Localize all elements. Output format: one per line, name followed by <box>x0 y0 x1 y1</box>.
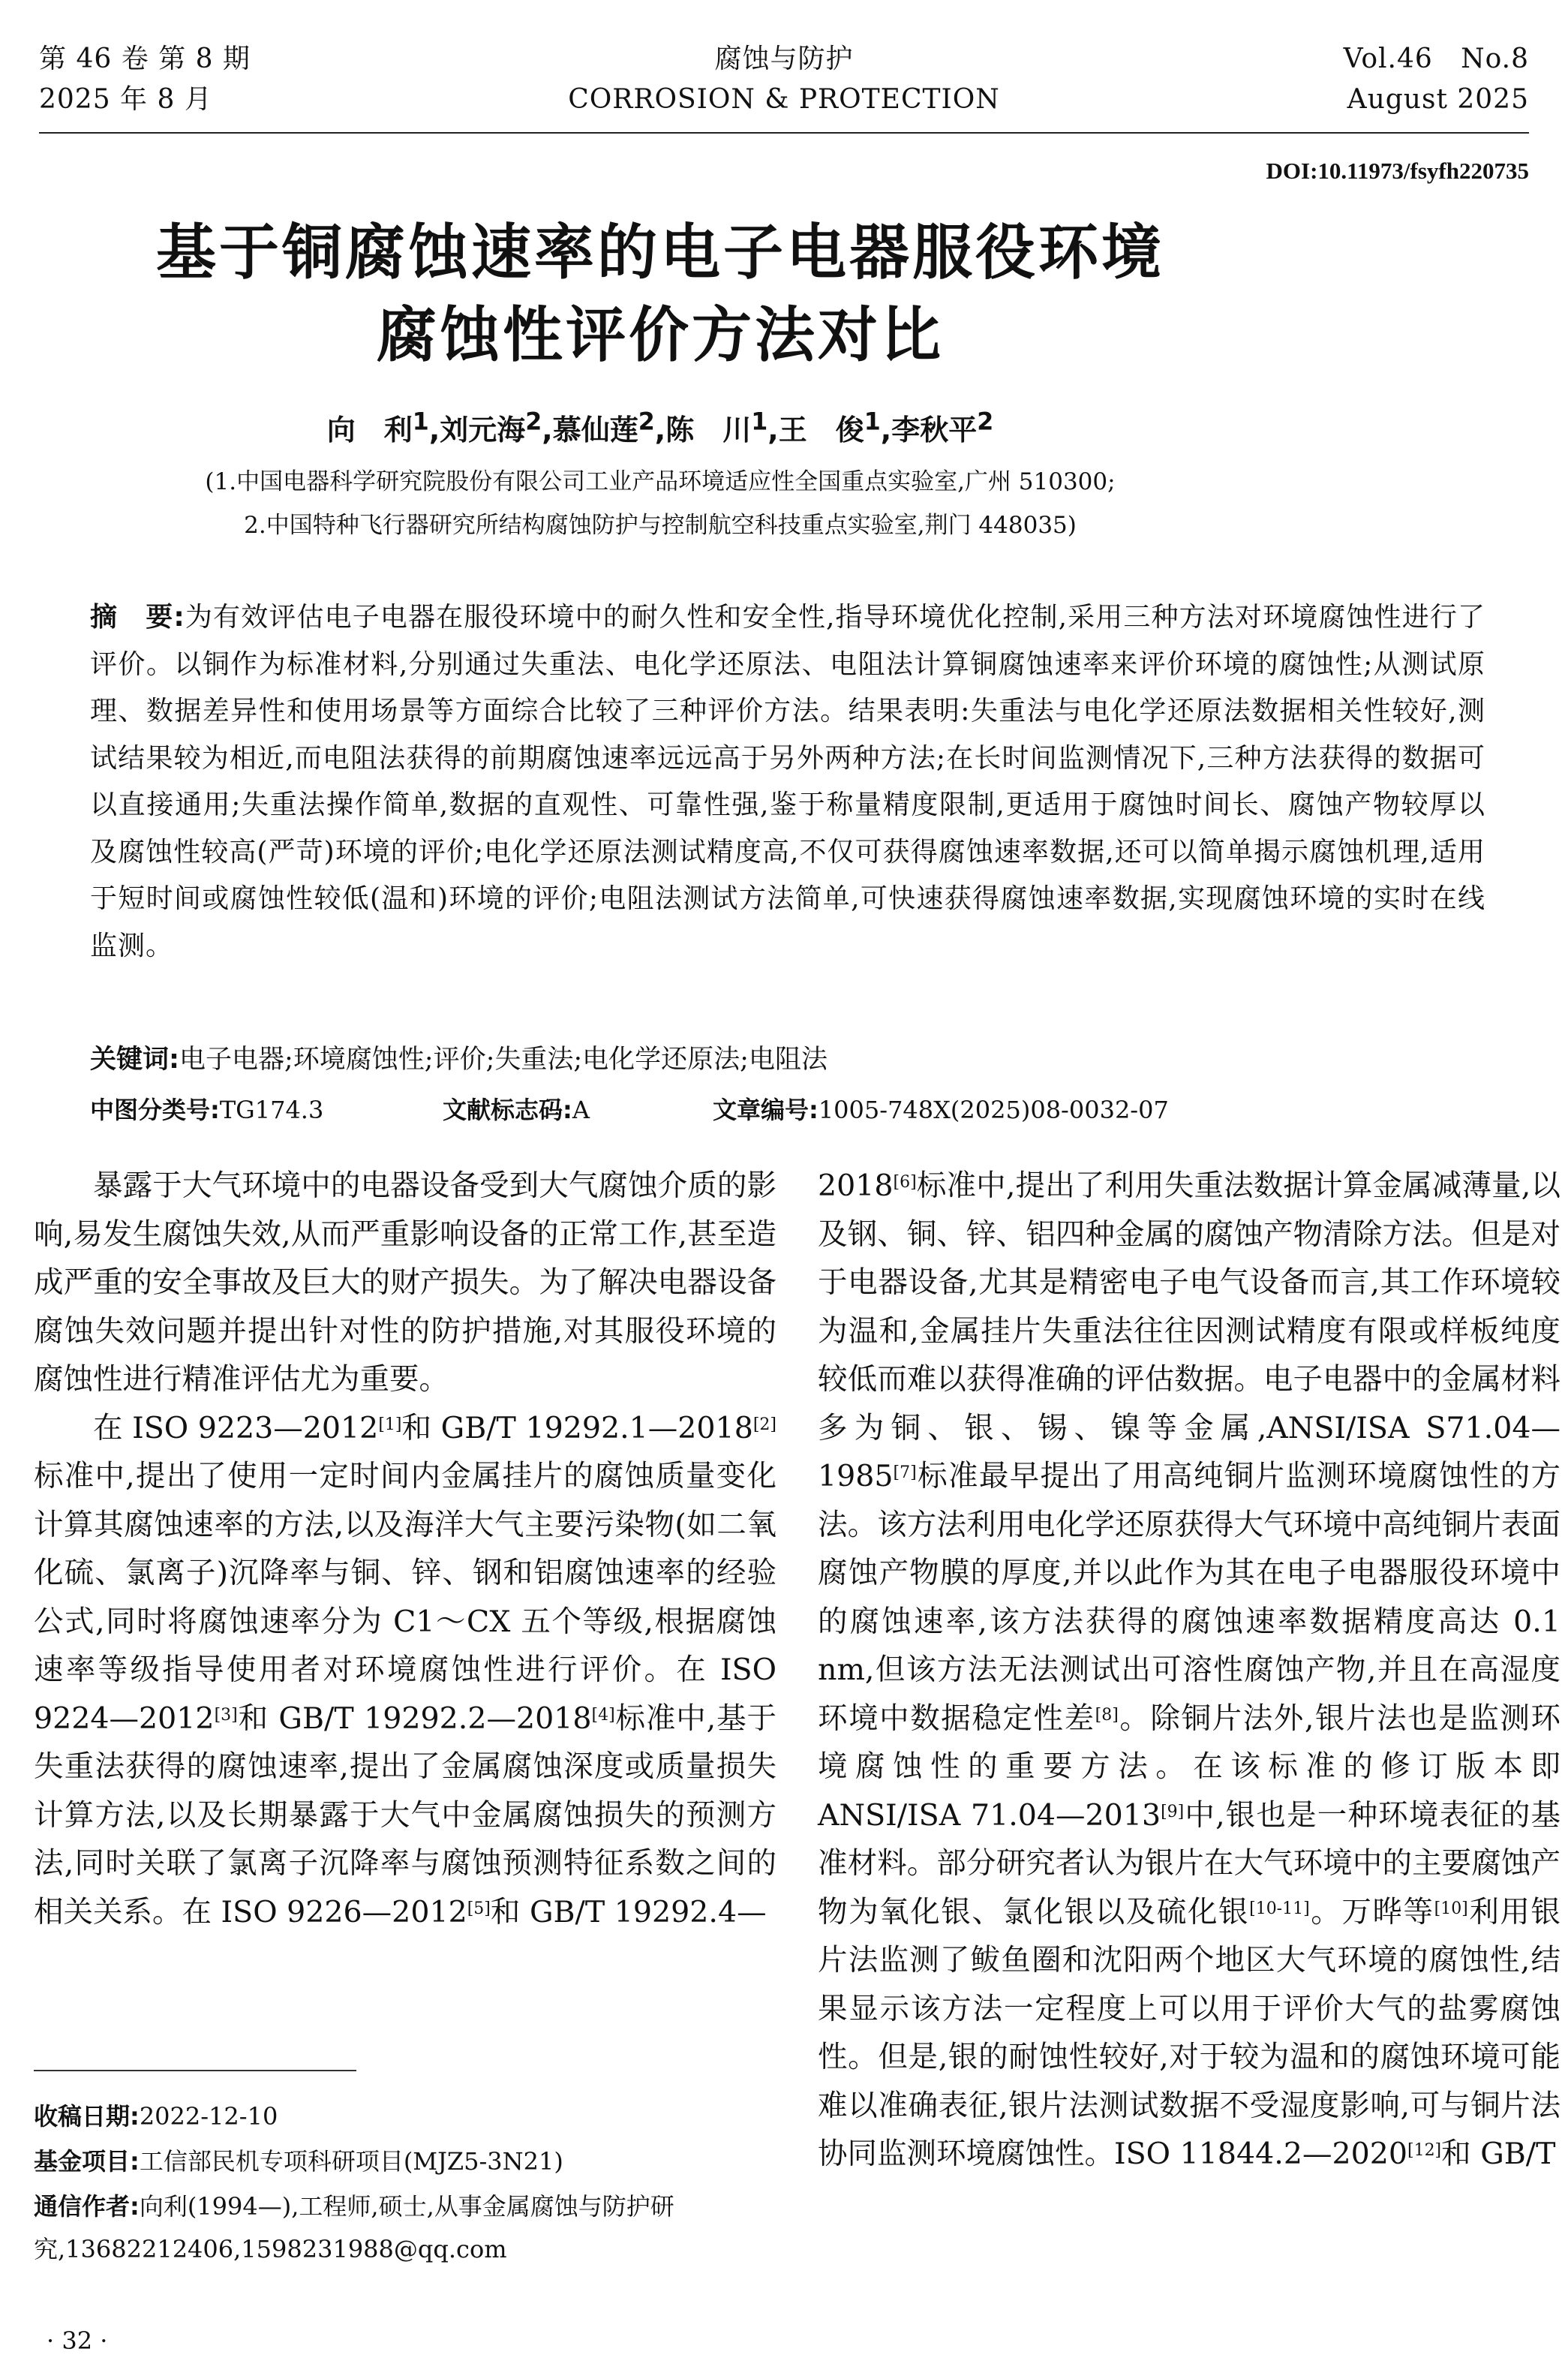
citation-ref[interactable]: [3] <box>214 1705 238 1725</box>
clc-label: 中图分类号: <box>90 1096 220 1124</box>
body-text: 中,银也是一种环境表征的基准材料。部分研究者认为银片在大气环境中的主要腐蚀产物为氧化银、氯化银以及硫化银 <box>818 1797 1560 1929</box>
author-name: 王 俊 <box>778 414 864 447</box>
body-text: 标准中,提出了使用一定时间内金属挂片的腐蚀质量变化计算其腐蚀速率的方法,以及海洋大气主要污染物(如二氧化硫、氯离子)沉降率与铜、锌、钢和铝腐蚀速率的经验公式,同时将腐蚀速率分为 C1～CX 五个等级,根据腐蚀速率等级指导使用者对环境腐蚀性进行评价。在 ISO 9224—2012 <box>34 1459 776 1736</box>
corresponding-author-value: 向利(1994—),工程师,硕士,从事金属腐蚀与防护研究,13682212406,1598231988@qq.com <box>34 2192 674 2263</box>
received-date-label: 收稿日期: <box>34 2102 140 2131</box>
citation-ref[interactable]: [9] <box>1161 1802 1185 1821</box>
abstract <box>90 594 1485 970</box>
citation-ref[interactable]: [8] <box>1095 1705 1119 1725</box>
volume-issue-en: Vol.46 No.8 <box>1343 44 1529 74</box>
corresponding-author <box>34 2185 776 2271</box>
doi-link[interactable]: DOI:10.11973/fsyfh220735 <box>1266 158 1529 184</box>
author-affiliation-mark: 2 <box>525 408 542 436</box>
body-paragraph <box>818 1162 1560 2179</box>
body-text: 标准中,提出了利用失重法数据计算金属减薄量,以及钢、铜、锌、铝四种金属的腐蚀产物清除方法。但是对于电器设备,尤其是精密电子电气设备而言,其工作环境较为温和,金属挂片失重法往往因测试精度有限或样板纯度较低而难以获得准确的评估数据。电子电器中的金属材料多为铜、银、锡、镍等金属,ANSI/ISA S71.04—1985 <box>818 1168 1560 1493</box>
paper-title <box>0 212 1320 377</box>
keywords <box>90 1041 828 1078</box>
clc-number <box>90 1091 323 1129</box>
keywords-label: 关键词: <box>90 1045 179 1075</box>
article-number-label: 文章编号: <box>713 1096 819 1124</box>
footnote-divider <box>34 2070 356 2071</box>
volume-issue: 第 46 卷 第 8 期 <box>39 44 251 74</box>
fund-project <box>34 2140 776 2183</box>
issue-date-en: August 2025 <box>1347 84 1529 115</box>
fund-project-label: 基金项目: <box>34 2147 140 2176</box>
body-text: 标准中,基于失重法获得的腐蚀速率,提出了金属腐蚀深度或质量损失计算方法,以及长期暴露于大气中金属腐蚀损失的预测方法,同时关联了氯离子沉降率与腐蚀预测特征系数之间的相关关系。在 ISO 9226—2012 <box>34 1701 776 1929</box>
citation-ref[interactable]: [6] <box>893 1173 917 1192</box>
body-paragraph <box>34 1404 776 1937</box>
document-code <box>443 1091 590 1129</box>
author-name: 慕仙莲 <box>552 414 638 447</box>
author-affiliation-mark: 2 <box>977 408 994 436</box>
corresponding-author-label: 通信作者: <box>34 2192 140 2221</box>
page-number: · 32 · <box>47 2326 108 2355</box>
citation-ref[interactable]: [12] <box>1407 2141 1442 2160</box>
citation-ref[interactable]: [7] <box>893 1463 917 1482</box>
affiliation-2: 2.中国特种飞行器研究所结构腐蚀防护与控制航空科技重点实验室,荆门 448035) <box>244 512 1077 539</box>
journal-name <box>0 39 1568 120</box>
affiliation-1: (1.中国电器科学研究院股份有限公司工业产品环境适应性全国重点实验室,广州 510300; <box>205 468 1116 495</box>
header-divider <box>39 132 1529 134</box>
author-name: 向 利 <box>326 414 413 447</box>
body-text: 在 ISO 9223—2012 <box>93 1410 379 1445</box>
body-text: 利用银片法监测了鲅鱼圈和沈阳两个地区大气环境的腐蚀性,结果显示该方法一定程度上可以用于评价大气的盐雾腐蚀性。但是,银的耐蚀性较好,对于较为温和的腐蚀环境可能难以准确表征,银片法测试数据不受湿度影响,可与铜片法协同监测环境腐蚀性。ISO 11844.2—2020 <box>818 1894 1561 2171</box>
title-line-1: 基于铜腐蚀速率的电子电器服役环境 <box>156 218 1164 287</box>
citation-ref[interactable]: [1] <box>378 1415 402 1434</box>
journal-issue-info-en <box>1344 39 1529 120</box>
author-name: 刘元海 <box>440 414 526 447</box>
citation-ref[interactable]: [2] <box>752 1415 776 1434</box>
author-affiliation-mark: 1 <box>412 408 429 436</box>
article-number <box>713 1091 1169 1129</box>
citation-ref[interactable]: [4] <box>591 1705 615 1725</box>
fund-project-value: 工信部民机专项科研项目(MJZ5-3N21) <box>139 2147 563 2176</box>
citation-ref[interactable]: [5] <box>467 1899 491 1918</box>
author-affiliation-mark: 2 <box>638 408 655 436</box>
received-date <box>34 2095 776 2138</box>
journal-name-cn: 腐蚀与防护 <box>714 44 854 74</box>
document-code-label: 文献标志码: <box>443 1096 572 1124</box>
citation-ref[interactable]: [10] <box>1434 1899 1468 1918</box>
body-text: 和 GB/T 19292.2—2018 <box>237 1701 592 1736</box>
author-affiliation-mark: 1 <box>751 408 768 436</box>
author-list: 向 利$^1$,刘元海$^2$,慕仙莲$^2$,陈 川$^1$,王 俊$^1$,李秋平$^2$ <box>326 408 994 447</box>
issue-date: 2025 年 8 月 <box>39 84 212 115</box>
body-paragraph: 暴露于大气环境中的电器设备受到大气腐蚀介质的影响,易发生腐蚀失效,从而严重影响设备的正常工作,甚至造成严重的安全事故及巨大的财产损失。为了解决电器设备腐蚀失效问题并提出针对性的防护措施,对其服役环境的腐蚀性进行精准评估尤为重要。 <box>34 1168 776 1397</box>
body-column-left <box>34 1162 776 1936</box>
clc-value: TG174.3 <box>219 1096 324 1124</box>
journal-name-en: CORROSION & PROTECTION <box>568 84 1000 115</box>
keywords-text: 电子电器;环境腐蚀性;评价;失重法;电化学还原法;电阻法 <box>179 1045 828 1075</box>
body-text: 和 GB/T <box>1441 2137 1556 2171</box>
body-text: 标准最早提出了用高纯铜片监测环境腐蚀性的方法。该方法利用电化学还原获得大气环境中高纯铜片表面腐蚀产物膜的厚度,并以此作为其在电子电器服役环境中的腐蚀速率,该方法获得的腐蚀速率数据精度高达 0.1 nm,但该方法无法测试出可溶性腐蚀产物,并且在高湿度环境中数据稳定性差 <box>818 1459 1560 1736</box>
author-name: 李秋平 <box>891 414 978 447</box>
body-text: 。除铜片法外,银片法也是监测环境腐蚀性的重要方法。在该标准的修订版本即 ANSI/ISA 71.04—2013 <box>818 1701 1561 1833</box>
body-text: 和 GB/T 19292.1—2018 <box>401 1410 753 1445</box>
body-text: 2018 <box>818 1168 894 1203</box>
received-date-value: 2022-12-10 <box>139 2102 278 2131</box>
body-text: 和 GB/T 19292.4— <box>490 1894 767 1929</box>
document-code-value: A <box>572 1096 590 1124</box>
abstract-text: 为有效评估电子电器在服役环境中的耐久性和安全性,指导环境优化控制,采用三种方法对环境腐蚀性进行了评价。以铜作为标准材料,分别通过失重法、电化学还原法、电阻法计算铜腐蚀速率来评价环境的腐蚀性;从测试原理、数据差异性和使用场景等方面综合比较了三种评价方法。结果表明:失重法与电化学还原法数据相关性较好,测试结果较为相近,而电阻法获得的前期腐蚀速率远远高于另外两种方法;在长时间监测情况下,三种方法获得的数据可以直接通用;失重法操作简单,数据的直观性、可靠性强,鉴于称量精度限制,更适用于腐蚀时间长、腐蚀产物较厚以及腐蚀性较高(严苛)环境的评价;电化学还原法测试精度高,不仅可获得腐蚀速率数据,还可以简单揭示腐蚀机理,适用于短时间或腐蚀性较低(温和)环境的评价;电阻法测试方法简单,可快速获得腐蚀速率数据,实现腐蚀环境的实时在线监测。 <box>90 602 1485 961</box>
abstract-label: 摘 要: <box>90 602 185 633</box>
body-column-right <box>818 1162 1560 2179</box>
article-number-value: 1005-748X(2025)08-0032-07 <box>818 1096 1169 1124</box>
author-affiliation-mark: 1 <box>864 408 881 436</box>
citation-ref[interactable]: [10-11] <box>1249 1899 1310 1918</box>
title-line-2: 腐蚀性评价方法对比 <box>377 300 944 370</box>
author-name: 陈 川 <box>665 414 752 447</box>
body-text: 。万晔等 <box>1309 1894 1434 1929</box>
